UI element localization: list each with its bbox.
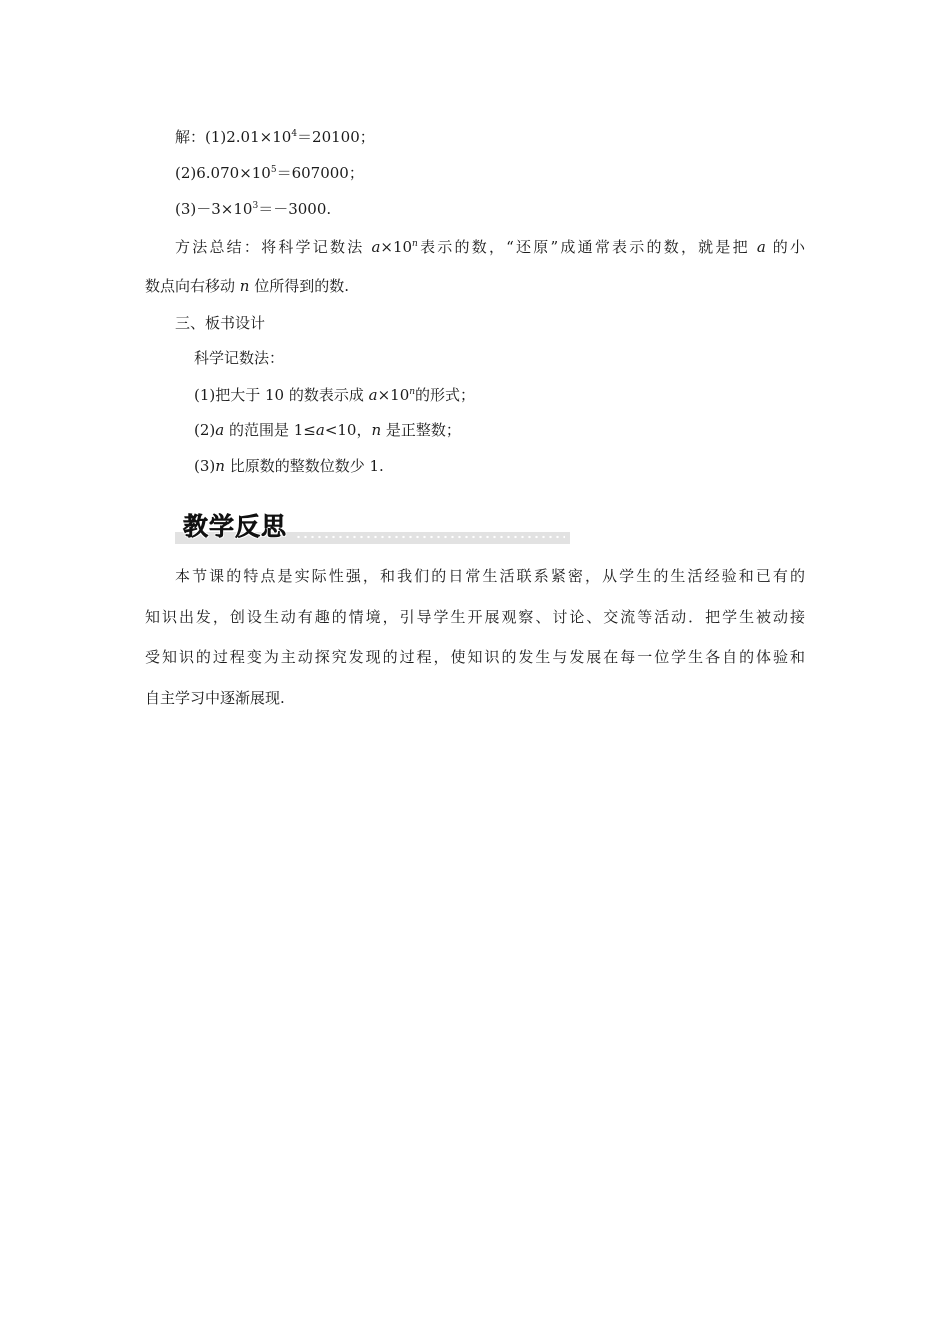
method-text-b: 表示的数，“还原”成通常表示的数，就是把 [417,238,757,256]
method-summary-line-1 [175,237,805,257]
reflection-line-1: 本节课的特点是实际性强，和我们的日常生活联系紧密，从学生的生活经验和已有的 [175,567,805,585]
board-intro: 科学记数法： [194,349,285,367]
board-item-3-b: 比原数的整数位数少 1. [224,457,384,475]
banner-title: 教学反思 [183,512,288,541]
board-item-2-var2: a [315,421,325,439]
method-exp-n: n [412,239,418,249]
reflection-banner [175,510,570,546]
board-item-1-b: 的形式； [415,386,476,404]
method-text-a: 方法总结：将科学记数法 [175,238,372,256]
method-line2-a: 数点向右移动 [145,277,240,295]
board-item-1-var: a [368,386,378,404]
board-item-2 [194,420,461,440]
solution-line-2 [175,163,364,183]
solution-line-2-exponent: 5 [270,165,277,175]
method-var-n: n [239,277,250,295]
solution-line-1-suffix: ＝20100； [297,128,375,146]
board-item-2-b: 的范围是 1≤ [224,421,316,439]
board-item-3 [194,456,384,476]
board-item-3-a: (3) [194,457,216,475]
solution-line-3 [175,199,331,219]
board-heading: 三、板书设计 [175,314,266,332]
solution-line-2-prefix: (2)6.070×10 [175,164,271,182]
board-item-2-a: (2) [194,421,216,439]
reflection-line-4: 自主学习中逐渐展现. [145,689,285,707]
method-times10: ×10 [380,238,413,256]
solution-line-3-suffix: ＝－3000. [258,200,332,218]
reflection-line-3: 受知识的过程变为主动探究发现的过程，使知识的发生与发展在每一位学生各自的体验和 [145,648,805,666]
board-item-2-c: <10， [324,421,372,439]
banner-dotted-line [295,535,565,539]
board-item-2-var3: n [371,421,382,439]
solution-line-1-exponent: 4 [291,129,298,139]
solution-line-1 [175,127,375,147]
method-var-a-2: a [756,238,766,256]
solution-line-1-prefix: 解：(1)2.01×10 [175,128,292,146]
board-item-1-a: (1)把大于 10 的数表示成 [194,386,369,404]
board-item-1-times: ×10 [377,386,410,404]
solution-line-3-prefix: (3)－3×10 [175,200,253,218]
method-text-c: 的小 [765,238,805,256]
board-item-3-var: n [215,457,225,475]
solution-line-2-suffix: ＝607000； [276,164,364,182]
method-line2-b: 位所得到的数. [249,277,349,295]
board-item-2-var: a [215,421,225,439]
method-summary-line-2 [145,276,349,296]
board-item-1-exp: n [409,387,416,397]
board-item-2-d: 是正整数； [381,421,461,439]
method-var-a: a [371,238,381,256]
reflection-line-2: 知识出发，创设生动有趣的情境，引导学生开展观察、讨论、交流等活动．把学生被动接 [145,608,805,626]
solution-line-3-exponent: 3 [252,201,259,211]
board-item-1 [194,385,475,405]
